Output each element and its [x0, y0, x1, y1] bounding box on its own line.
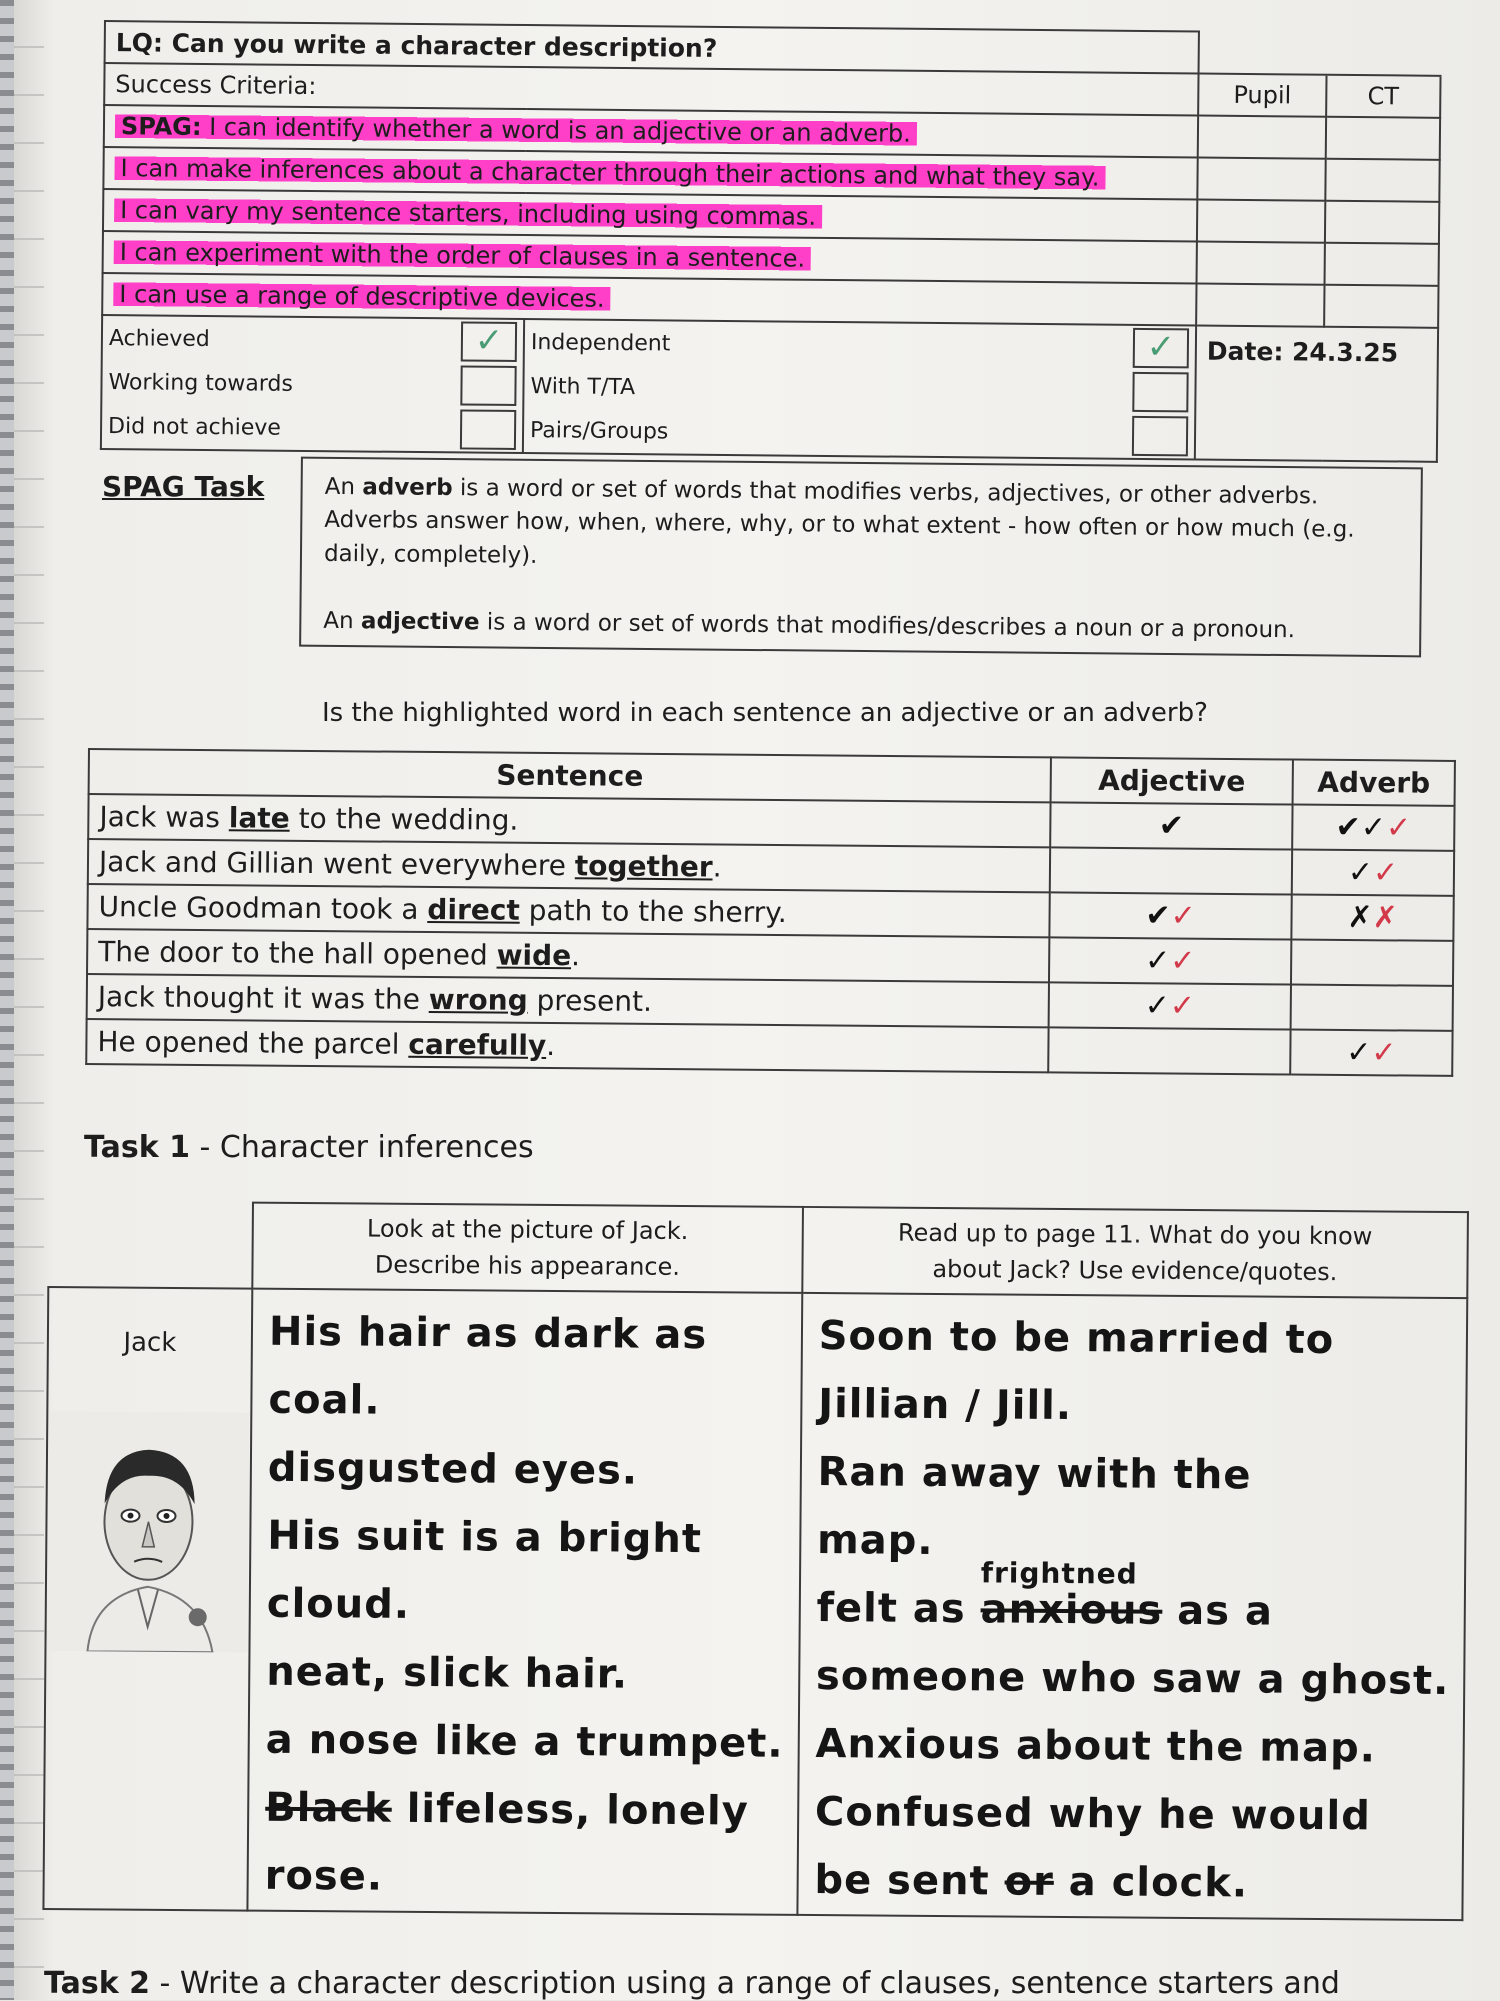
adverb-cell[interactable]: ✓✓	[1290, 1030, 1452, 1076]
sentence-cell: Uncle Goodman took a direct path to the sherry.	[87, 884, 1049, 937]
adjective-definition: An adjective is a word or set of words that modifies/describes a noun or a pronoun.	[323, 607, 1296, 644]
handwritten-line: someone who saw a ghost.	[815, 1653, 1450, 1705]
sentence-header: Sentence	[89, 749, 1051, 802]
handwritten-line: a nose like a trumpet.	[265, 1716, 784, 1767]
task1-label: Task 1	[84, 1130, 190, 1165]
support-label: Pairs/Groups	[529, 417, 669, 444]
criterion-row: I can experiment with the order of clauses in a sentence.	[103, 231, 1197, 283]
highlighted-word: carefully	[408, 1027, 547, 1063]
definitions-box	[299, 457, 1423, 658]
support-options	[523, 319, 1196, 459]
adjective-cell[interactable]: ✓✓	[1049, 982, 1291, 1029]
handwritten-line: Ran away with the	[817, 1449, 1252, 1499]
criterion-row: I can make inferences about a character through their actions and what they say.	[103, 147, 1197, 199]
inserted-word: frightned	[980, 1556, 1138, 1591]
handwritten-line: disgusted eyes.	[267, 1444, 639, 1494]
highlighted-word: wide	[496, 938, 572, 973]
success-criteria-table	[100, 20, 1442, 463]
handwritten-line: Soon to be married to	[818, 1313, 1335, 1364]
adjective-cell[interactable]	[1050, 847, 1292, 894]
character-name: Jack	[123, 1327, 177, 1359]
with-ta-checkbox[interactable]	[1132, 372, 1188, 413]
adverb-term: adverb	[362, 474, 453, 502]
achievement-options	[101, 315, 524, 453]
adverb-cell[interactable]	[1291, 985, 1453, 1031]
sentence-cell: Jack and Gillian went everywhere together.	[88, 839, 1050, 892]
adverb-cell[interactable]	[1291, 940, 1453, 986]
sentence-cell: He opened the parcel carefully.	[86, 1019, 1048, 1072]
handwritten-line: coal.	[268, 1376, 381, 1424]
character-cell	[43, 1287, 252, 1911]
success-criteria-header: Success Criteria:	[104, 63, 1198, 115]
task1-title: - Character inferences	[199, 1130, 534, 1165]
handwritten-line: Confused why he would	[814, 1789, 1372, 1840]
highlighted-word: together	[574, 849, 713, 884]
sentence-cell: The door to the hall opened wide.	[87, 929, 1049, 982]
pairs-groups-checkbox[interactable]	[1132, 416, 1188, 457]
adverb-cell[interactable]: ✓✓	[1292, 850, 1454, 896]
did-not-achieve-checkbox[interactable]	[460, 409, 516, 450]
ct-column-header: CT	[1326, 75, 1440, 118]
independent-checkbox[interactable]	[1133, 328, 1189, 369]
working-towards-checkbox[interactable]	[460, 365, 516, 406]
spag-label: SPAG:	[120, 112, 202, 141]
criterion-row: I can vary my sentence starters, including using commas.	[103, 189, 1197, 241]
handwritten-line: rose.	[264, 1852, 384, 1900]
adjective-cell[interactable]: ✓✓	[1049, 937, 1291, 984]
character-inference-table	[42, 1200, 1469, 1921]
crossed-out-word: or	[1004, 1858, 1054, 1905]
jack-portrait-image	[47, 1411, 249, 1653]
highlighted-word: wrong	[428, 982, 528, 1017]
handwritten-line: Black lifeless, lonely	[265, 1784, 749, 1835]
support-label: With T/TA	[530, 373, 636, 400]
highlighted-word: direct	[427, 892, 520, 927]
knowledge-answers	[797, 1293, 1467, 1920]
adjective-adverb-table	[85, 748, 1456, 1077]
handwritten-line: cloud.	[266, 1580, 411, 1628]
handwritten-line: His suit is a bright	[267, 1512, 703, 1563]
handwritten-line: felt as frightned anxious as a	[816, 1574, 1450, 1647]
adjective-header: Adjective	[1051, 757, 1293, 804]
handwritten-line: Anxious about the map.	[815, 1721, 1377, 1772]
adjective-cell[interactable]	[1048, 1027, 1290, 1074]
criterion-row: I can use a range of descriptive devices.	[102, 273, 1196, 325]
handwritten-line: neat, slick hair.	[266, 1648, 629, 1698]
notebook-binding	[0, 0, 14, 2000]
handwritten-line: His hair as dark as	[268, 1308, 708, 1359]
task1-heading	[84, 1130, 534, 1165]
handwritten-line: map.	[816, 1517, 934, 1564]
task2-label: Task 2	[44, 1966, 150, 2001]
crossed-out-word: Black	[265, 1784, 392, 1832]
pupil-column-header: Pupil	[1198, 74, 1326, 117]
adverb-definition: An adverb is a word or set of words that modifies verbs, adjectives, or other adverbs. Adverbs answer how, when, where, why, or to what extent - how often or how much (e.g. daily, completely).	[323, 473, 1355, 569]
achievement-label: Achieved	[108, 325, 210, 352]
knowledge-header: Read up to page 11. What do you know about Jack? Use evidence/quotes.	[802, 1207, 1468, 1298]
appearance-header: Look at the picture of Jack. Describe his appearance.	[252, 1203, 802, 1293]
lesson-date: Date: 24.3.25	[1195, 325, 1438, 461]
adverb-header: Adverb	[1293, 760, 1455, 806]
adjective-term: adjective	[360, 608, 480, 636]
adjective-cell[interactable]: ✔	[1050, 802, 1292, 849]
handwritten-line: be sent or a clock.	[814, 1857, 1249, 1907]
adverb-cell[interactable]: ✗✗	[1291, 895, 1453, 941]
crossed-out-word: anxious	[980, 1586, 1163, 1634]
tick-icon: ✓	[1146, 327, 1176, 368]
appearance-answers	[247, 1289, 802, 1915]
task2-text: - Write a character description using a range of clauses, sentence starters and	[149, 1966, 1340, 2001]
notebook-margin-lines	[14, 0, 44, 2000]
learning-question: LQ: Can you write a character description?	[105, 21, 1199, 73]
spag-criterion-text: I can identify whether a word is an adjective or an adverb.	[209, 113, 911, 148]
handwritten-line: Jillian / Jill.	[817, 1381, 1073, 1430]
achievement-label: Did not achieve	[107, 413, 281, 441]
spag-task-title: SPAG Task	[102, 470, 265, 503]
tick-icon: ✓	[474, 320, 504, 361]
adverb-cell[interactable]: ✔✓✓	[1292, 805, 1454, 851]
achievement-label: Working towards	[108, 369, 294, 397]
sentence-cell: Jack thought it was the wrong present.	[87, 974, 1049, 1027]
highlighted-word: late	[228, 801, 290, 835]
achieved-checkbox[interactable]	[461, 321, 517, 362]
task2-heading	[44, 1966, 1340, 2001]
spag-question: Is the highlighted word in each sentence an adjective or an adverb?	[322, 698, 1208, 728]
sentence-cell: Jack was late to the wedding.	[88, 794, 1050, 847]
support-label: Independent	[530, 329, 671, 356]
adjective-cell[interactable]: ✔✓	[1049, 892, 1291, 939]
